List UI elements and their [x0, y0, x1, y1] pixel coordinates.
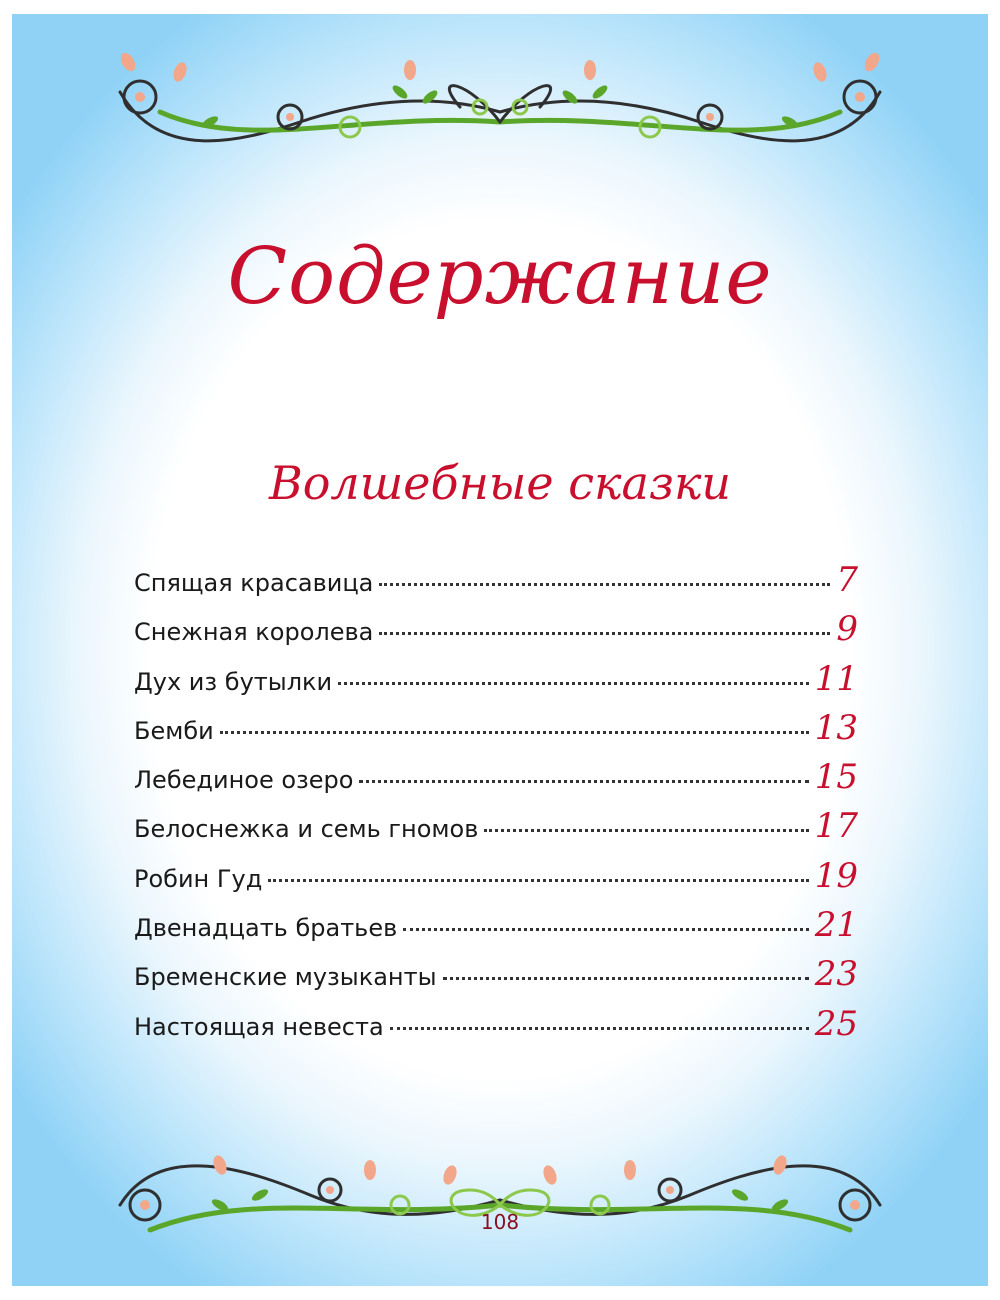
toc-item-label: Белоснежка и семь гномов	[134, 815, 479, 844]
toc-item-label: Настоящая невеста	[134, 1012, 384, 1041]
toc-item-label: Робин Гуд	[134, 864, 263, 893]
toc-item-page: 25	[814, 1003, 858, 1044]
toc-item-page: 7	[836, 560, 858, 600]
toc-item	[134, 609, 858, 658]
page-title: Содержание	[227, 232, 773, 322]
toc-item-label: Лебединое озеро	[134, 766, 354, 795]
toc-leader-dots	[484, 829, 808, 832]
toc-item	[134, 708, 858, 757]
toc-item	[134, 806, 858, 855]
toc-leader-dots	[390, 1027, 809, 1030]
toc-item-page: 23	[814, 954, 858, 995]
toc-item-label: Снежная королева	[134, 618, 374, 647]
toc-item	[134, 1004, 858, 1053]
toc-item-page: 17	[814, 806, 858, 847]
section-title: Волшебные сказки	[268, 456, 732, 510]
toc-item-label: Бременские музыканты	[134, 963, 437, 992]
toc-item-label: Спящая красавица	[134, 569, 374, 597]
toc-item	[134, 560, 858, 609]
toc-item-page: 21	[814, 905, 858, 946]
toc-item-label: Двенадцать братьев	[134, 914, 398, 943]
table-of-contents	[134, 560, 858, 1053]
floral-vine-top-ornament	[100, 52, 900, 162]
toc-leader-dots	[443, 977, 809, 980]
toc-leader-dots	[268, 879, 808, 882]
toc-item	[134, 954, 858, 1003]
toc-item-page: 9	[836, 609, 858, 650]
toc-item-page: 15	[814, 757, 858, 798]
toc-item	[134, 905, 858, 954]
toc-item-page: 11	[814, 658, 858, 699]
toc-item-page: 13	[814, 707, 858, 748]
toc-leader-dots	[403, 928, 809, 931]
toc-leader-dots	[338, 682, 809, 685]
floral-vine-bottom-ornament	[100, 1150, 900, 1260]
toc-leader-dots	[379, 632, 830, 635]
toc-item-label: Дух из бутылки	[134, 667, 333, 696]
toc-item-page: 19	[814, 855, 858, 896]
page-number: 108	[480, 1210, 520, 1234]
toc-item	[134, 757, 858, 806]
toc-leader-dots	[220, 731, 809, 734]
toc-item	[134, 856, 858, 905]
toc-item	[134, 659, 858, 708]
toc-leader-dots	[359, 780, 808, 783]
toc-leader-dots	[379, 583, 830, 586]
toc-item-label: Бемби	[134, 716, 214, 745]
